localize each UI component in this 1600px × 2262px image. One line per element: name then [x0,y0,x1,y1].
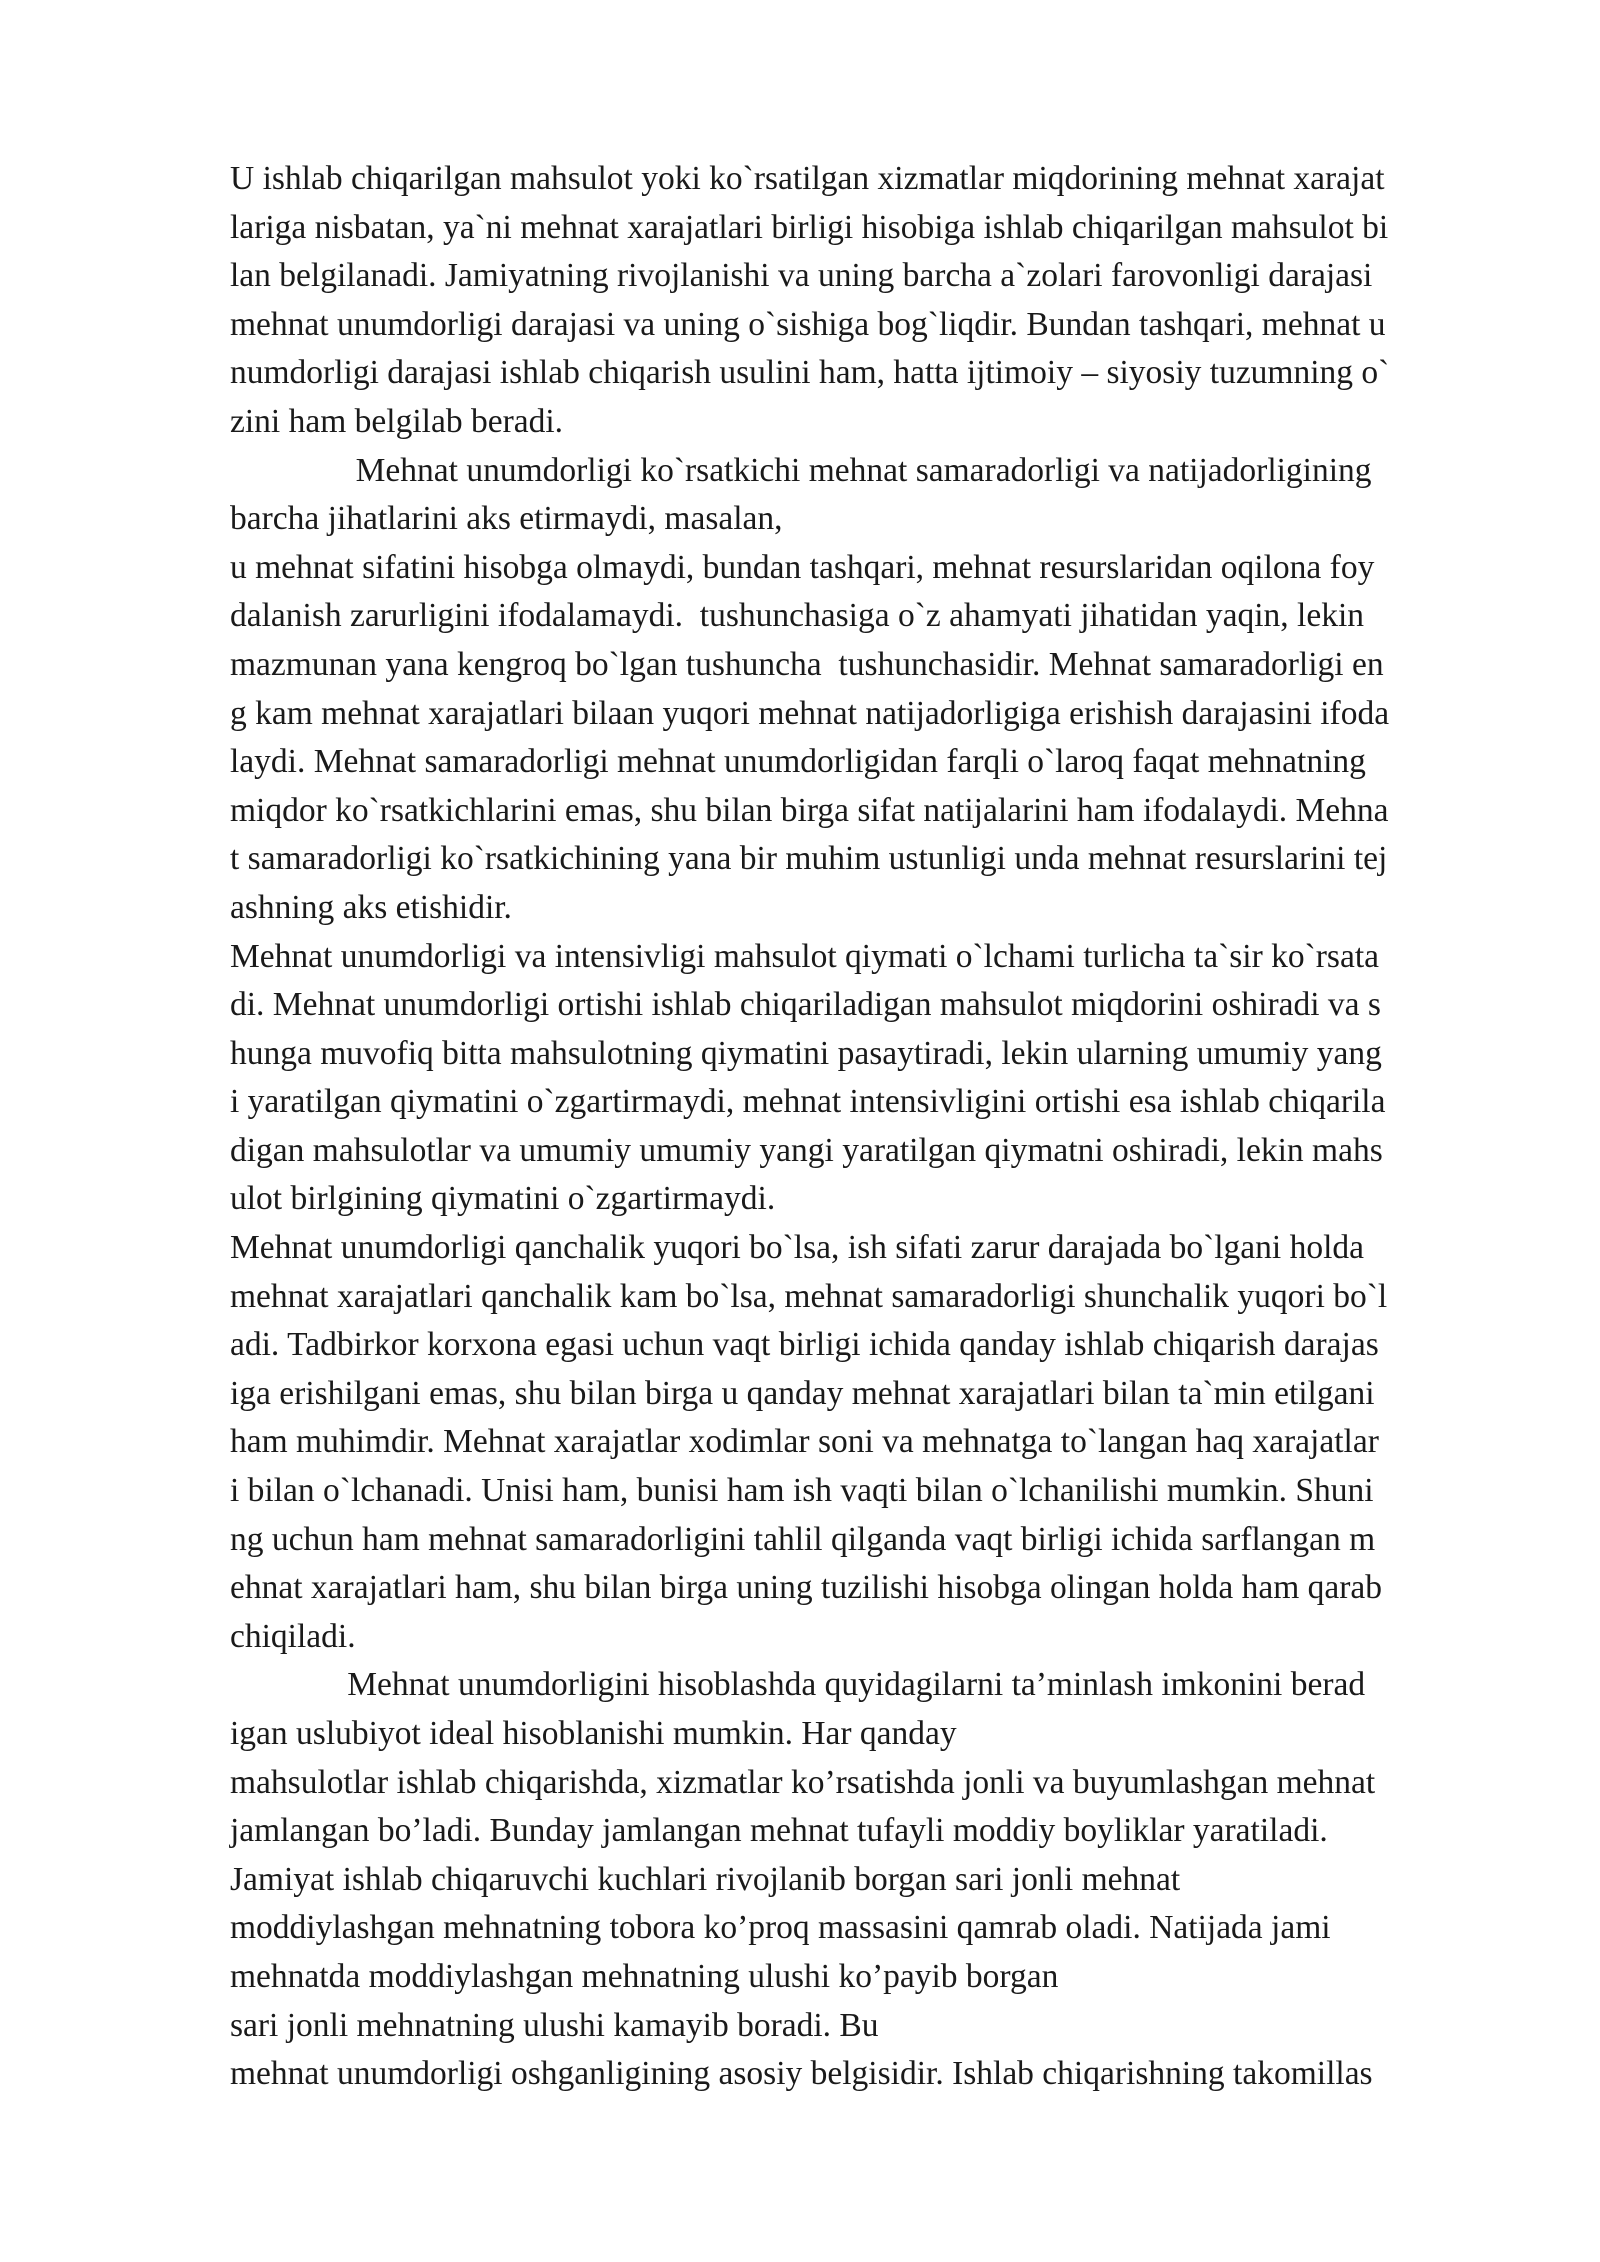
text-line: numdorligi darajasi ishlab chiqarish usulini ham, hatta ijtimoiy – siyosiy tuzumning o` [230,354,1390,392]
text-line: mahsulotlar ishlab chiqarishda, xizmatlar ko’rsatishda jonli va buyumlashgan mehnat [230,1763,1376,1801]
text-line: laydi. Mehnat samaradorligi mehnat unumdorligidan farqli o`laroq faqat mehnatning [230,743,1366,781]
text-line: lariga nisbatan, ya`ni mehnat xarajatlari birligi hisobiga ishlab chiqarilgan mahsulot bi [230,208,1389,246]
text-line: Jamiyat ishlab chiqaruvchi kuchlari rivojlanib borgan sari jonli mehnat [230,1860,1181,1898]
text-line: ham muhimdir. Mehnat xarajatlar xodimlar soni va mehnatga to`langan haq xarajatlar [230,1423,1379,1461]
text-line: i yaratilgan qiymatini o`zgartirmaydi, mehnat intensivligini ortishi esa ishlab chiqarila [230,1083,1386,1121]
text-line: U ishlab chiqarilgan mahsulot yoki ko`rsatilgan xizmatlar miqdorining mehnat xarajat [230,160,1385,197]
text-line: dalanish zarurligini ifodalamaydi. tushunchasiga o`z ahamyati jihatidan yaqin, lekin [230,597,1365,635]
text-line: Mehnat unumdorligi va intensivligi mahsulot qiymati o`lchami turlicha ta`sir ko`rsata [230,937,1379,975]
text-line: barcha jihatlarini aks etirmaydi, masalan, [230,500,783,538]
text-line: miqdor ko`rsatkichlarini emas, shu bilan birga sifat natijalarini ham ifodalaydi. Mehna [230,791,1389,829]
text-line: t samaradorligi ko`rsatkichining yana bir muhim ustunligi unda mehnat resurslarini tej [230,840,1388,878]
text-line: adi. Tadbirkor korxona egasi uchun vaqt birligi ichida qanday ishlab chiqarish darajas [230,1326,1379,1364]
text-line: di. Mehnat unumdorligi ortishi ishlab chiqariladigan mahsulot miqdorini oshiradi va s [230,986,1381,1024]
text-line: mazmunan yana kengroq bo`lgan tushuncha tushunchasidir. Mehnat samaradorligi en [230,645,1384,683]
text-line: jamlangan bo’ladi. Bunday jamlangan mehnat tufayli moddiy boyliklar yaratiladi. [230,1812,1328,1850]
text-line: mehnat xarajatlari qanchalik kam bo`lsa, mehnat samaradorligi shunchalik yuqori bo`l [230,1277,1388,1315]
text-line: igan uslubiyot ideal hisoblanishi mumkin. Har qanday [230,1715,957,1752]
text-line: mehnatda moddiylashgan mehnatning ulushi ko’payib borgan [230,1957,1059,1995]
text-line: u mehnat sifatini hisobga olmaydi, bundan tashqari, mehnat resurslaridan oqilona foy [230,548,1375,586]
text-line: ehnat xarajatlari ham, shu bilan birga uning tuzilishi hisobga olingan holda ham qarab [230,1569,1383,1607]
text-line: lan belgilanadi. Jamiyatning rivojlanishi va uning barcha a`zolari farovonligi darajasi [230,257,1373,295]
text-line: i bilan o`lchanadi. Unisi ham, bunisi ham ish vaqti bilan o`lchanilishi mumkin. Shuni [230,1472,1374,1510]
text-line: hunga muvofiq bitta mahsulotning qiymatini pasaytiradi, lekin ularning umumiy yang [230,1034,1382,1072]
text-line: Mehnat unumdorligi ko`rsatkichi mehnat samaradorligi va natijadorligining [230,451,1372,489]
text-line: Mehnat unumdorligini hisoblashda quyidagilarni ta’minlash imkonini berad [230,1666,1366,1704]
text-line: mehnat unumdorligi darajasi va uning o`sishiga bog`liqdir. Bundan tashqari, mehnat u [230,305,1386,343]
text-line: Mehnat unumdorligi qanchalik yuqori bo`lsa, ish sifati zarur darajada bo`lgani holda [230,1229,1365,1267]
text-line: zini ham belgilab beradi. [230,402,564,440]
text-line: digan mahsulotlar va umumiy umumiy yangi yaratilgan qiymatni oshiradi, lekin mahs [230,1131,1383,1169]
body-text [230,155,1530,2099]
text-line: ashning aks etishidir. [230,888,512,926]
text-line: chiqiladi. [230,1617,356,1655]
text-line: g kam mehnat xarajatlari bilaan yuqori mehnat natijadorligiga erishish darajasini ifoda [230,694,1390,732]
text-line: ulot birlgining qiymatini o`zgartirmaydi. [230,1180,776,1218]
text-line: ng uchun ham mehnat samaradorligini tahlil qilganda vaqt birligi ichida sarflangan m [230,1520,1376,1558]
text-line: iga erishilgani emas, shu bilan birga u qanday mehnat xarajatlari bilan ta`min etilgani [230,1374,1375,1412]
text-line: sari jonli mehnatning ulushi kamayib boradi. Bu [230,2006,879,2044]
text-line: moddiylashgan mehnatning tobora ko’proq massasini qamrab oladi. Natijada jami [230,1909,1331,1947]
text-line: mehnat unumdorligi oshganligining asosiy belgisidir. Ishlab chiqarishning takomillas [230,2055,1373,2093]
